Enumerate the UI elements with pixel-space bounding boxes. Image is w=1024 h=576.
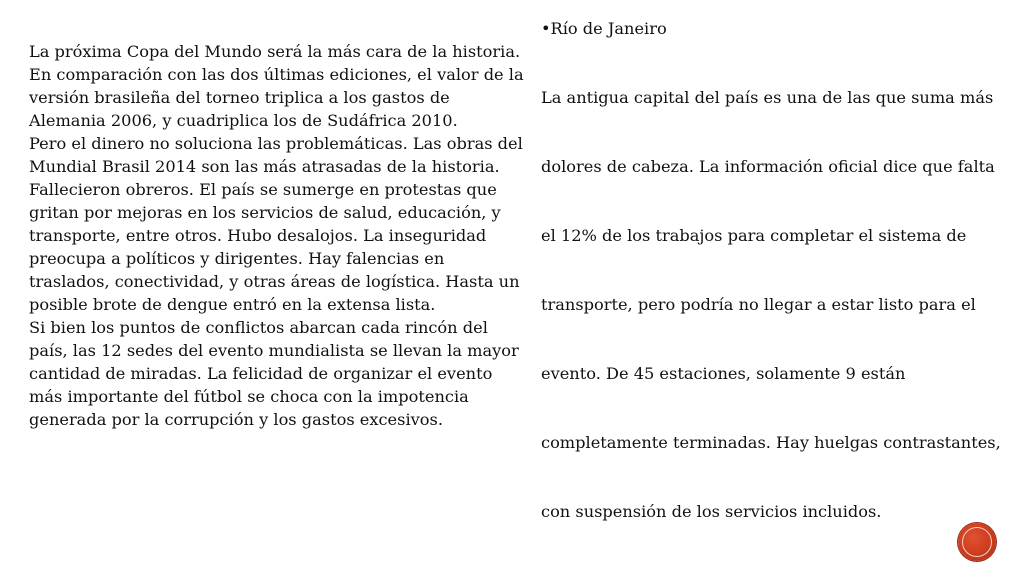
text-line: completamente terminadas. Hay huelgas contrastantes, — [541, 433, 1001, 452]
text-line: el 12% de los trabajos para completar el sistema de — [541, 226, 967, 245]
rio-de-janeiro-text — [541, 40, 1024, 569]
rio-de-janeiro-heading: •Río de Janeiro — [541, 19, 667, 38]
text-line: transporte, pero podría no llegar a estar listo para el — [541, 295, 976, 314]
nav-button-ring — [962, 527, 992, 557]
right-text-column — [541, 17, 1024, 569]
left-text-column — [29, 40, 525, 431]
paragraph-problems: Pero el dinero no soluciona las problemáticas. Las obras del Mundial Brasil 2014 son las más atrasadas de la historia. Fallecieron obreros. El país se sumerge en protestas que gritan por mejoras en los servicios de salud, educación, y transporte, entre otros. Hubo desalojos. La inseguridad preocupa a políticos y dirigentes. Hay falencias en traslados, conectividad, y otras áreas de logística. Hasta un posible brote de dengue entró en la extensa lista. — [29, 134, 523, 314]
paragraph-conflicts: Si bien los puntos de conflictos abarcan cada rincón del país, las 12 sedes del evento mundialista se llevan la mayor cantidad de miradas. La felicidad de organizar el evento más importante del fútbol se choca con la impotencia generada por la corrupción y los gastos excesivos. — [29, 318, 519, 429]
text-line: La antigua capital del país es una de las que suma más — [541, 88, 994, 107]
text-line: con suspensión de los servicios incluidos. — [541, 502, 882, 521]
text-line: dolores de cabeza. La información oficial dice que falta — [541, 157, 995, 176]
paragraph-world-cup-cost: La próxima Copa del Mundo será la más cara de la historia. En comparación con las dos últimas ediciones, el valor de la versión brasileña del torneo triplica a los gastos de Alemania 2006, y cuadriplica los de Sudáfrica 2010. — [29, 42, 524, 130]
circle-nav-icon[interactable] — [958, 523, 996, 561]
text-line: evento. De 45 estaciones, solamente 9 están — [541, 364, 906, 383]
